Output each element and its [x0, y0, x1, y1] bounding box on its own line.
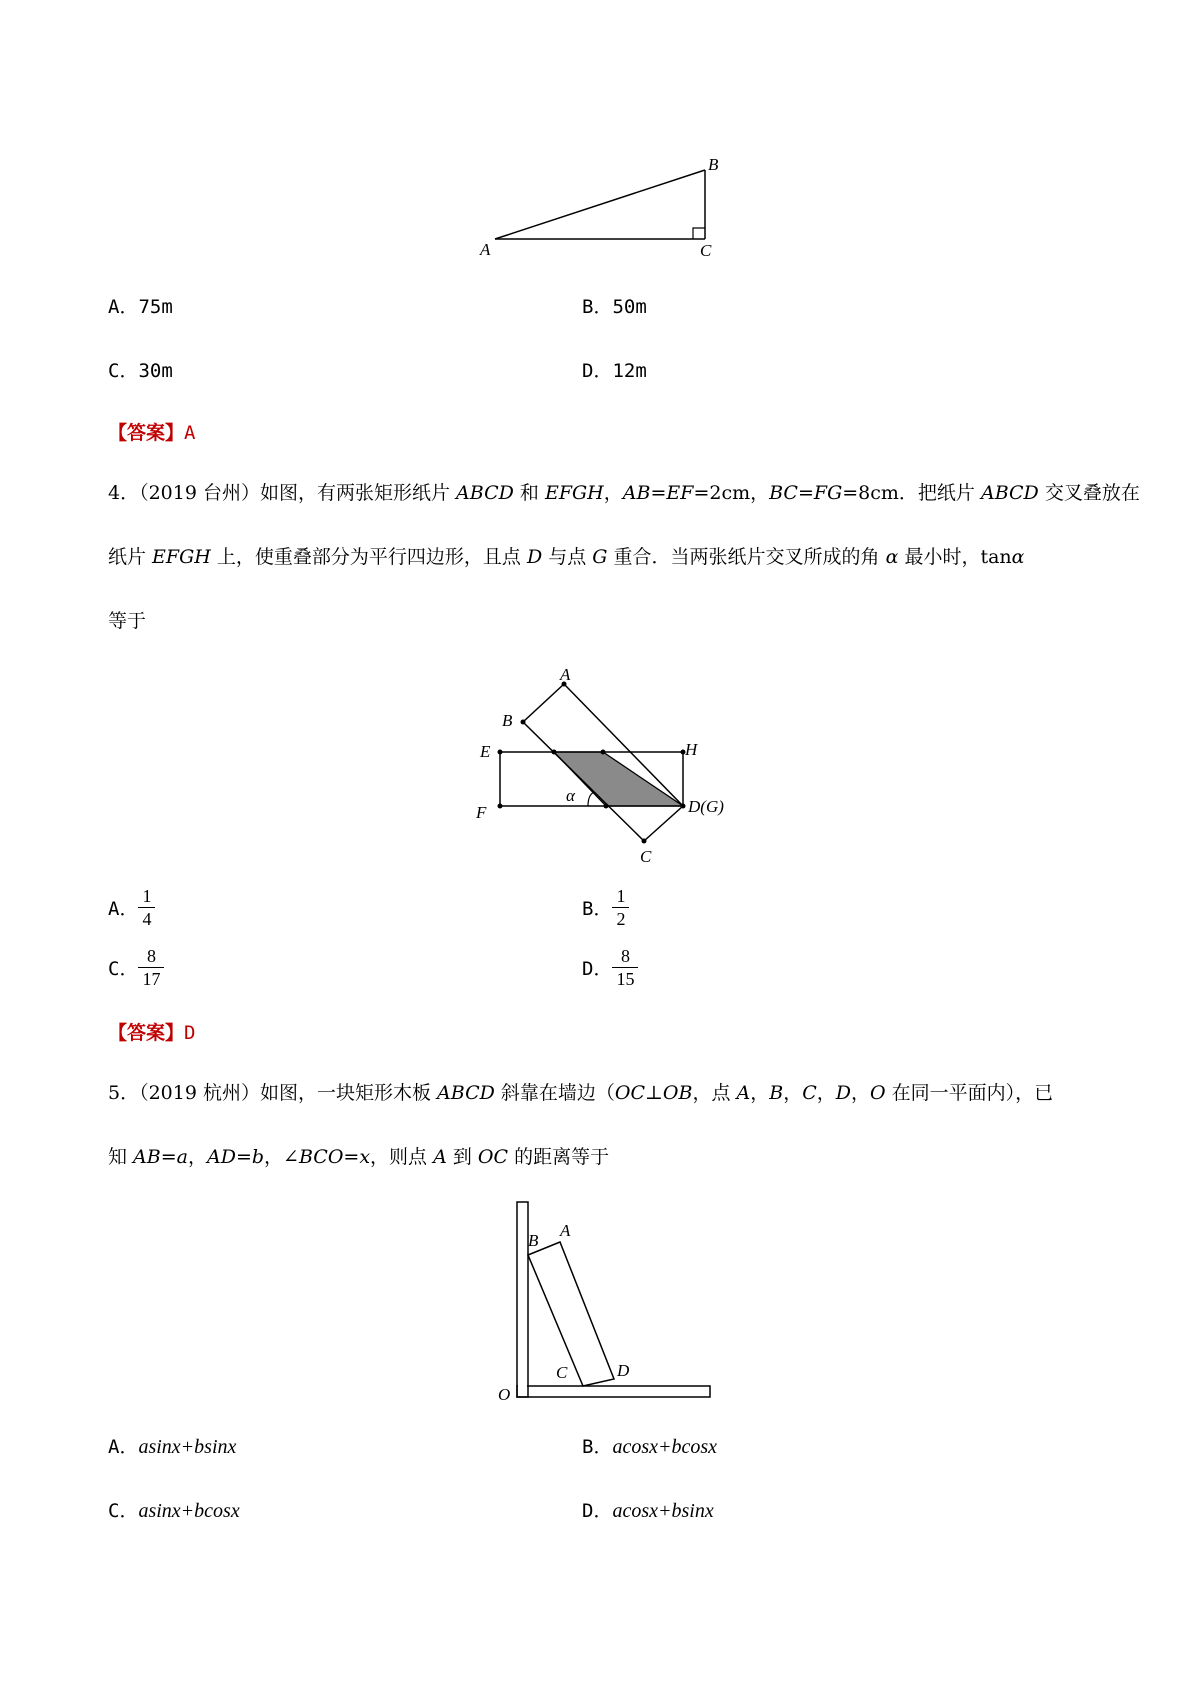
text: =8cm．把纸片	[842, 482, 981, 504]
denominator: 15	[616, 969, 635, 989]
q4-option-c[interactable]	[108, 945, 164, 990]
label-b: B	[502, 711, 513, 730]
question-source: （2019 杭州）	[139, 1082, 260, 1104]
q3-answer	[108, 418, 195, 445]
wall-vertical	[517, 1202, 528, 1397]
numerator: 8	[138, 945, 164, 968]
label-a: A	[560, 1221, 571, 1240]
var: α	[1011, 546, 1025, 568]
option-letter: C．	[108, 958, 139, 980]
text: 到	[446, 1146, 478, 1168]
option-letter: A．	[108, 898, 139, 920]
text: 和	[513, 482, 545, 504]
option-letter: A．	[108, 296, 139, 318]
label-c: C	[700, 241, 712, 260]
point-e	[498, 750, 503, 755]
q4-rectangles-figure	[470, 660, 730, 870]
var: α	[885, 546, 899, 568]
var: EFGH	[544, 482, 604, 504]
text: 知	[108, 1146, 134, 1168]
q5-option-b[interactable]	[582, 1432, 717, 1459]
text: 重合．当两张纸片交叉所成的角	[607, 546, 886, 568]
label-a: A	[480, 240, 491, 259]
text: 与点	[542, 546, 593, 568]
floor-horizontal	[517, 1386, 710, 1397]
label-alpha: α	[566, 786, 575, 805]
var: OC	[477, 1146, 509, 1168]
label-dg: D(G)	[688, 797, 724, 816]
var: A	[433, 1146, 447, 1168]
option-fraction	[612, 885, 629, 930]
alpha-arc	[588, 792, 594, 806]
text: ，∠	[264, 1146, 299, 1168]
option-letter: D．	[582, 1500, 613, 1522]
label-h: H	[685, 740, 698, 759]
var: BCO=x	[298, 1146, 371, 1168]
denominator: 2	[616, 909, 626, 929]
var: OC	[614, 1082, 646, 1104]
text: 最小时，tan	[898, 546, 1012, 568]
point-f	[498, 804, 503, 809]
q3-option-d[interactable]	[582, 356, 647, 383]
var: OB	[662, 1082, 693, 1104]
q4-option-b[interactable]	[582, 885, 629, 930]
text: ⊥	[645, 1082, 663, 1104]
text: ，	[187, 1146, 207, 1168]
option-letter: D．	[582, 958, 613, 980]
q3-triangle-figure	[470, 150, 730, 260]
var: B	[769, 1082, 784, 1104]
q4-stem-line-1	[108, 479, 1140, 507]
q4-answer	[108, 1018, 195, 1045]
right-angle-mark	[693, 228, 705, 239]
q5-stem-line-2	[108, 1143, 609, 1171]
point-b	[521, 720, 526, 725]
option-fraction	[612, 945, 638, 990]
text: 的距离等于	[508, 1146, 610, 1168]
option-fraction	[138, 885, 155, 930]
label-a: A	[560, 665, 571, 684]
label-b: B	[528, 1231, 539, 1250]
option-letter: C．	[108, 1500, 139, 1522]
text: ，则点	[370, 1146, 434, 1168]
point-c	[642, 839, 647, 844]
option-letter: B．	[582, 898, 613, 920]
label-d: D	[617, 1361, 630, 1380]
question-number: 4．	[108, 482, 140, 504]
var: G	[592, 546, 608, 568]
point-p1	[552, 750, 557, 755]
q4-option-a[interactable]	[108, 885, 155, 930]
var: D	[526, 546, 543, 568]
var: AD=b	[207, 1146, 265, 1168]
var: BC=FG	[769, 482, 843, 504]
text: 如图，一块矩形木板	[260, 1082, 438, 1104]
q5-option-d[interactable]	[582, 1496, 714, 1523]
answer-value: D	[184, 1022, 196, 1044]
q5-stem-line-1	[108, 1079, 1053, 1107]
var: ABCD	[437, 1082, 495, 1104]
point-p3	[604, 804, 609, 809]
q3-option-b[interactable]	[582, 292, 647, 319]
text: ，	[851, 1082, 871, 1104]
q4-option-d[interactable]	[582, 945, 638, 990]
text: ，	[816, 1082, 836, 1104]
var: AB=EF	[622, 482, 694, 504]
label-c: C	[640, 847, 652, 866]
label-f: F	[476, 803, 487, 822]
option-fraction	[138, 945, 164, 990]
denominator: 17	[142, 969, 161, 989]
text: =2cm，	[693, 482, 770, 504]
var: ABCD	[980, 482, 1039, 504]
numerator: 1	[138, 885, 155, 908]
text: 在同一平面内），已	[885, 1082, 1054, 1104]
answer-label: 【答案】	[108, 1022, 185, 1044]
label-b: B	[708, 155, 719, 174]
option-text: asinx+bcosx	[138, 1500, 240, 1522]
point-p2	[601, 750, 606, 755]
var: AB=a	[133, 1146, 188, 1168]
q4-stem-line-2	[108, 543, 1025, 571]
option-letter: D．	[582, 360, 613, 382]
text: ，	[750, 1082, 770, 1104]
var: A	[736, 1082, 751, 1104]
var: D	[835, 1082, 852, 1104]
var: C	[802, 1082, 817, 1104]
point-d	[681, 804, 686, 809]
text: ，	[783, 1082, 803, 1104]
var: O	[870, 1082, 886, 1104]
label-o: O	[498, 1385, 511, 1404]
option-letter: A．	[108, 1436, 139, 1458]
option-text: 12m	[612, 360, 647, 382]
triangle-side-ab	[495, 170, 705, 239]
option-text: 50m	[612, 296, 647, 318]
label-e: E	[480, 742, 491, 761]
text: 上，使重叠部分为平行四边形，且点	[210, 546, 527, 568]
label-c: C	[556, 1363, 568, 1382]
option-letter: B．	[582, 296, 613, 318]
option-letter: C．	[108, 360, 139, 382]
option-text: acosx+bsinx	[612, 1500, 714, 1522]
option-text: acosx+bcosx	[612, 1436, 718, 1458]
question-number: 5．	[108, 1082, 140, 1104]
option-text: asinx+bsinx	[138, 1436, 237, 1458]
q3-option-a[interactable]	[108, 292, 173, 319]
q3-option-c[interactable]	[108, 356, 173, 383]
var: EFGH	[152, 546, 211, 568]
option-text: 30m	[138, 360, 173, 382]
q4-stem-line-3: 等于	[108, 610, 147, 632]
text: 交叉叠放在	[1038, 482, 1140, 504]
text: ，	[603, 482, 623, 504]
board-abcd	[528, 1242, 614, 1386]
answer-value: A	[184, 422, 196, 444]
numerator: 8	[612, 945, 638, 968]
q5-option-a[interactable]	[108, 1432, 236, 1459]
denominator: 4	[142, 909, 152, 929]
numerator: 1	[612, 885, 629, 908]
text: 纸片	[108, 546, 153, 568]
text: 斜靠在墙边（	[494, 1082, 615, 1104]
answer-label: 【答案】	[108, 422, 185, 444]
text: 如图，有两张矩形纸片	[260, 482, 457, 504]
q5-wall-board-figure	[490, 1195, 720, 1410]
question-source: （2019 台州）	[139, 482, 260, 504]
var: ABCD	[456, 482, 514, 504]
q5-option-c[interactable]	[108, 1496, 240, 1523]
option-letter: B．	[582, 1436, 613, 1458]
option-text: 75m	[138, 296, 173, 318]
text: ，点	[692, 1082, 737, 1104]
